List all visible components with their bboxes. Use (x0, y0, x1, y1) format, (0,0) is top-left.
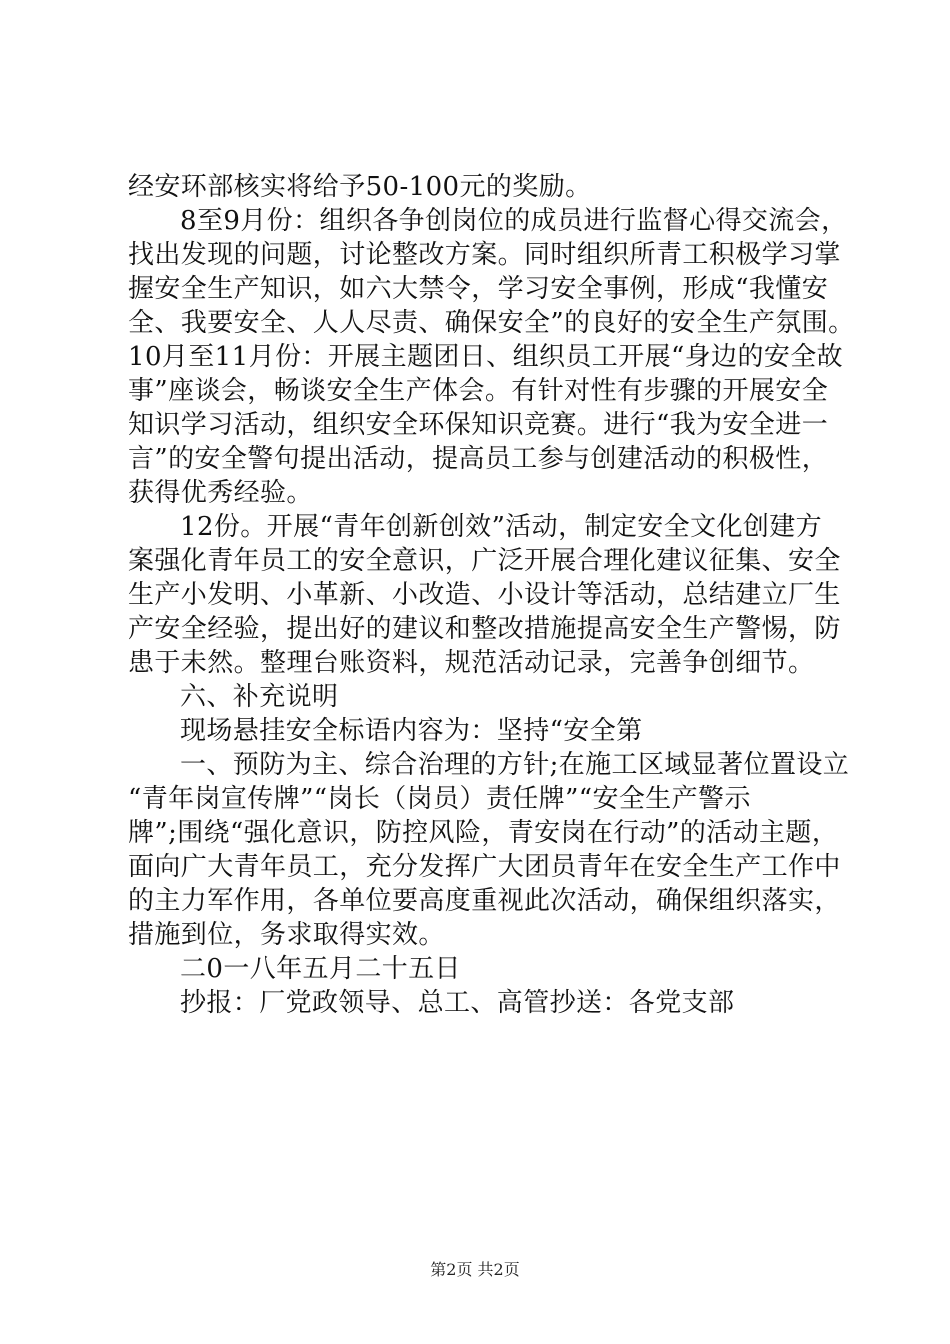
body-line-6: 10月至11月份：开展主题团日、组织员工开展“身边的安全故 (128, 342, 844, 372)
body-line-19: “青年岗宣传牌”“岗长（岗员）责任牌”“安全生产警示 (128, 784, 751, 814)
body-line-5: 全、我要安全、人人尽责、确保安全”的良好的安全生产氛围。 (128, 308, 855, 338)
body-line-20: 牌”;围绕“强化意识，防控风险，青安岗在行动”的活动主题， (128, 818, 839, 848)
body-line-9: 言”的安全警句提出活动，提高员工参与创建活动的积极性， (128, 444, 829, 474)
body-line-22: 的主力军作用，各单位要高度重视此次活动，确保组织落实， (128, 886, 841, 916)
page-number-footer: 第2页 共2页 (430, 1260, 520, 1279)
body-line-23: 措施到位，务求取得实效。 (128, 920, 445, 950)
body-line-17: 现场悬挂安全标语内容为：坚持“安全第 (180, 716, 643, 746)
body-line-21: 面向广大青年员工，充分发挥广大团员青年在安全生产工作中 (128, 852, 841, 882)
body-line-10: 获得优秀经验。 (128, 478, 313, 508)
body-line-7: 事”座谈会，畅谈安全生产体会。有针对性有步骤的开展安全 (128, 376, 829, 406)
body-line-2: 8至9月份：组织各争创岗位的成员进行监督心得交流会， (180, 206, 848, 236)
body-line-11: 12份。开展“青年创新创效”活动，制定安全文化创建方 (180, 512, 823, 542)
body-line-1: 经安环部核实将给予50-100元的奖励。 (128, 172, 592, 202)
body-line-14: 产安全经验，提出好的建议和整改措施提高安全生产警惕，防 (128, 614, 841, 644)
document-date: 二0一八年五月二十五日 (180, 954, 461, 984)
body-line-13: 生产小发明、小革新、小改造、小设计等活动，总结建立厂生 (128, 580, 841, 610)
body-line-12: 案强化青年员工的安全意识，广泛开展合理化建议征集、安全 (128, 546, 841, 576)
section-heading: 六、补充说明 (180, 682, 339, 712)
distribution-line: 抄报：厂党政领导、总工、高管抄送：各党支部 (180, 988, 735, 1018)
body-line-4: 握安全生产知识，如六大禁令，学习安全事例，形成“我懂安 (128, 274, 829, 304)
body-line-3: 找出发现的问题，讨论整改方案。同时组织所青工积极学习掌 (128, 240, 841, 270)
body-line-15: 患于未然。整理台账资料，规范活动记录，完善争创细节。 (128, 648, 815, 678)
body-line-18: 一、预防为主、综合治理的方针;在施工区域显著位置设立 (180, 750, 850, 780)
body-line-8: 知识学习活动，组织安全环保知识竞赛。进行“我为安全进一 (128, 410, 829, 440)
